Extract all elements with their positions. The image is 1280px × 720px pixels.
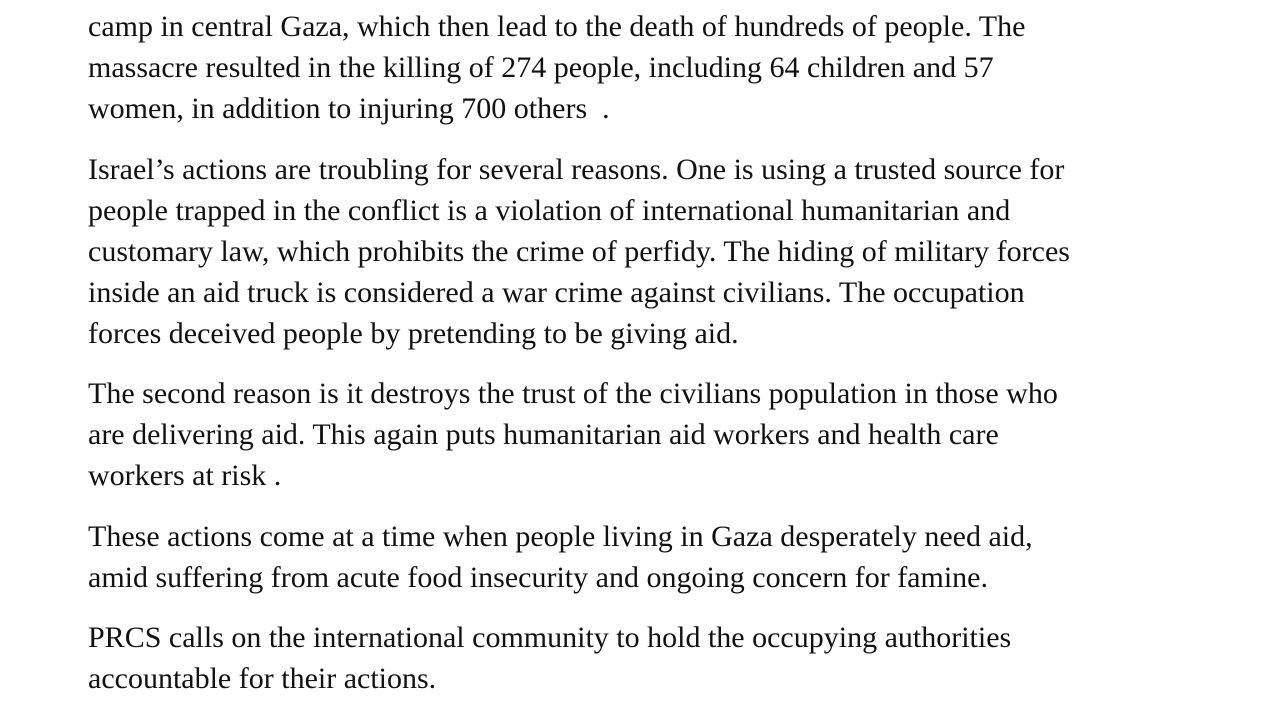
text-line: camp in central Gaza, which then lead to the death of hundreds of people. The	[88, 10, 1026, 43]
text-line: The second reason is it destroys the trust of the civilians population in those who	[88, 377, 1058, 410]
paragraph-prcs-call	[88, 617, 1011, 699]
paragraph-need-aid	[88, 516, 1033, 598]
paragraph-massacre	[88, 6, 1025, 129]
text-line: These actions come at a time when people living in Gaza desperately need aid,	[88, 520, 1033, 553]
text-line: people trapped in the conflict is a violation of international humanitarian and	[88, 194, 1011, 227]
text-line: forces deceived people by pretending to be giving aid.	[88, 317, 739, 350]
text-line: customary law, which prohibits the crime of perfidy. The hiding of military forces	[88, 235, 1070, 268]
text-line: accountable for their actions.	[88, 662, 437, 695]
text-line: amid suffering from acute food insecurity and ongoing concern for famine.	[88, 561, 988, 594]
paragraph-reasons	[88, 149, 1070, 354]
text-line: are delivering aid. This again puts humanitarian aid workers and health care	[88, 418, 999, 451]
paragraph-second-reason	[88, 373, 1058, 496]
text-line: Israel’s actions are troubling for several reasons. One is using a trusted source for	[88, 153, 1065, 186]
text-line: inside an aid truck is considered a war crime against civilians. The occupation	[88, 276, 1025, 309]
text-line: workers at risk .	[88, 459, 282, 492]
text-line: massacre resulted in the killing of 274 people, including 64 children and 57	[88, 51, 994, 84]
text-line: women, in addition to injuring 700 others .	[88, 92, 610, 125]
text-line: PRCS calls on the international community to hold the occupying authorities	[88, 621, 1012, 654]
